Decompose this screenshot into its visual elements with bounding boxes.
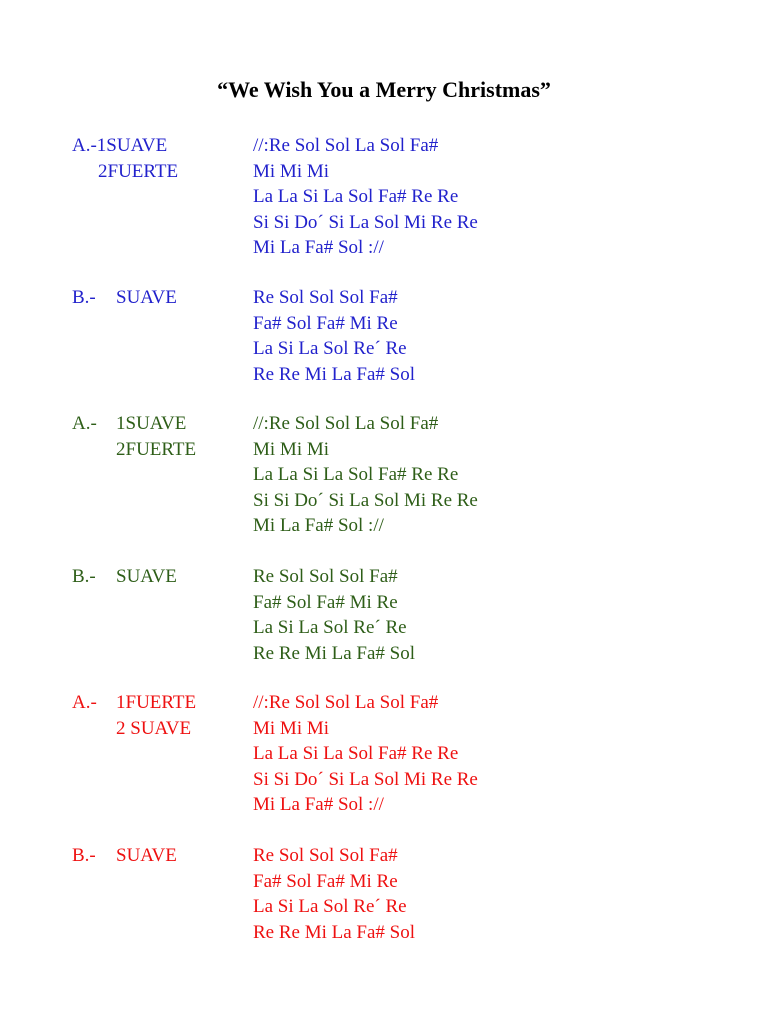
note-lines: [253, 285, 415, 387]
note-lines: [253, 843, 415, 945]
note-line: Re Re Mi La Fa# Sol: [253, 921, 416, 943]
note-line: La Si La Sol Re´ Re: [253, 338, 407, 359]
note-line: Mi La Fa# Sol ://: [253, 794, 384, 815]
note-line: Mi Mi Mi: [253, 438, 330, 460]
section-dynamic: SUAVE: [116, 287, 177, 308]
section-dynamic: 1FUERTE: [116, 692, 197, 713]
note-line: La La Si La Sol Fa# Re Re: [253, 186, 459, 207]
note-line: La Si La Sol Re´ Re: [253, 896, 407, 917]
note-line: Mi La Fa# Sol ://: [253, 515, 384, 536]
note-line: Re Sol Sol Sol Fa#: [253, 845, 398, 866]
note-line: Re Re Mi La Fa# Sol: [253, 642, 416, 664]
page-title: “We Wish You a Merry Christmas”: [217, 77, 551, 102]
note-line: Re Re Mi La Fa# Sol: [253, 363, 416, 385]
section-marker: A.-: [72, 692, 97, 713]
section-dynamic: SUAVE: [116, 566, 177, 587]
note-line: Mi Mi Mi: [253, 717, 330, 739]
section-dynamic: 2FUERTE: [98, 160, 179, 182]
note-line: Mi Mi Mi: [253, 160, 330, 182]
note-line: La Si La Sol Re´ Re: [253, 617, 407, 638]
note-line: Si Si Do´ Si La Sol Mi Re Re: [253, 489, 478, 511]
note-line: //:Re Sol Sol La Sol Fa#: [253, 692, 439, 713]
section-dynamic: SUAVE: [116, 845, 177, 866]
section-marker: A.-: [72, 413, 97, 434]
note-line: Mi La Fa# Sol ://: [253, 237, 384, 258]
note-line: Si Si Do´ Si La Sol Mi Re Re: [253, 211, 478, 233]
note-line: La La Si La Sol Fa# Re Re: [253, 464, 459, 485]
note-line: Re Sol Sol Sol Fa#: [253, 287, 398, 308]
note-line: Re Sol Sol Sol Fa#: [253, 566, 398, 587]
note-line: La La Si La Sol Fa# Re Re: [253, 743, 459, 764]
section-marker: B.-: [72, 287, 96, 308]
section-marker: A.-1SUAVE: [72, 135, 168, 156]
note-line: Fa# Sol Fa# Mi Re: [253, 591, 398, 613]
note-lines: [253, 133, 478, 261]
note-line: Si Si Do´ Si La Sol Mi Re Re: [253, 768, 478, 790]
note-lines: [253, 564, 415, 666]
note-line: //:Re Sol Sol La Sol Fa#: [253, 413, 439, 434]
note-line: Fa# Sol Fa# Mi Re: [253, 312, 398, 334]
section-dynamic: 2 SUAVE: [116, 717, 192, 739]
section-marker: B.-: [72, 566, 96, 587]
note-line: Fa# Sol Fa# Mi Re: [253, 870, 398, 892]
section-dynamic: 1SUAVE: [116, 413, 187, 434]
note-line: //:Re Sol Sol La Sol Fa#: [253, 135, 439, 156]
note-lines: [253, 690, 478, 818]
note-lines: [253, 411, 478, 539]
section-dynamic: 2FUERTE: [116, 438, 197, 460]
section-marker: B.-: [72, 845, 96, 866]
